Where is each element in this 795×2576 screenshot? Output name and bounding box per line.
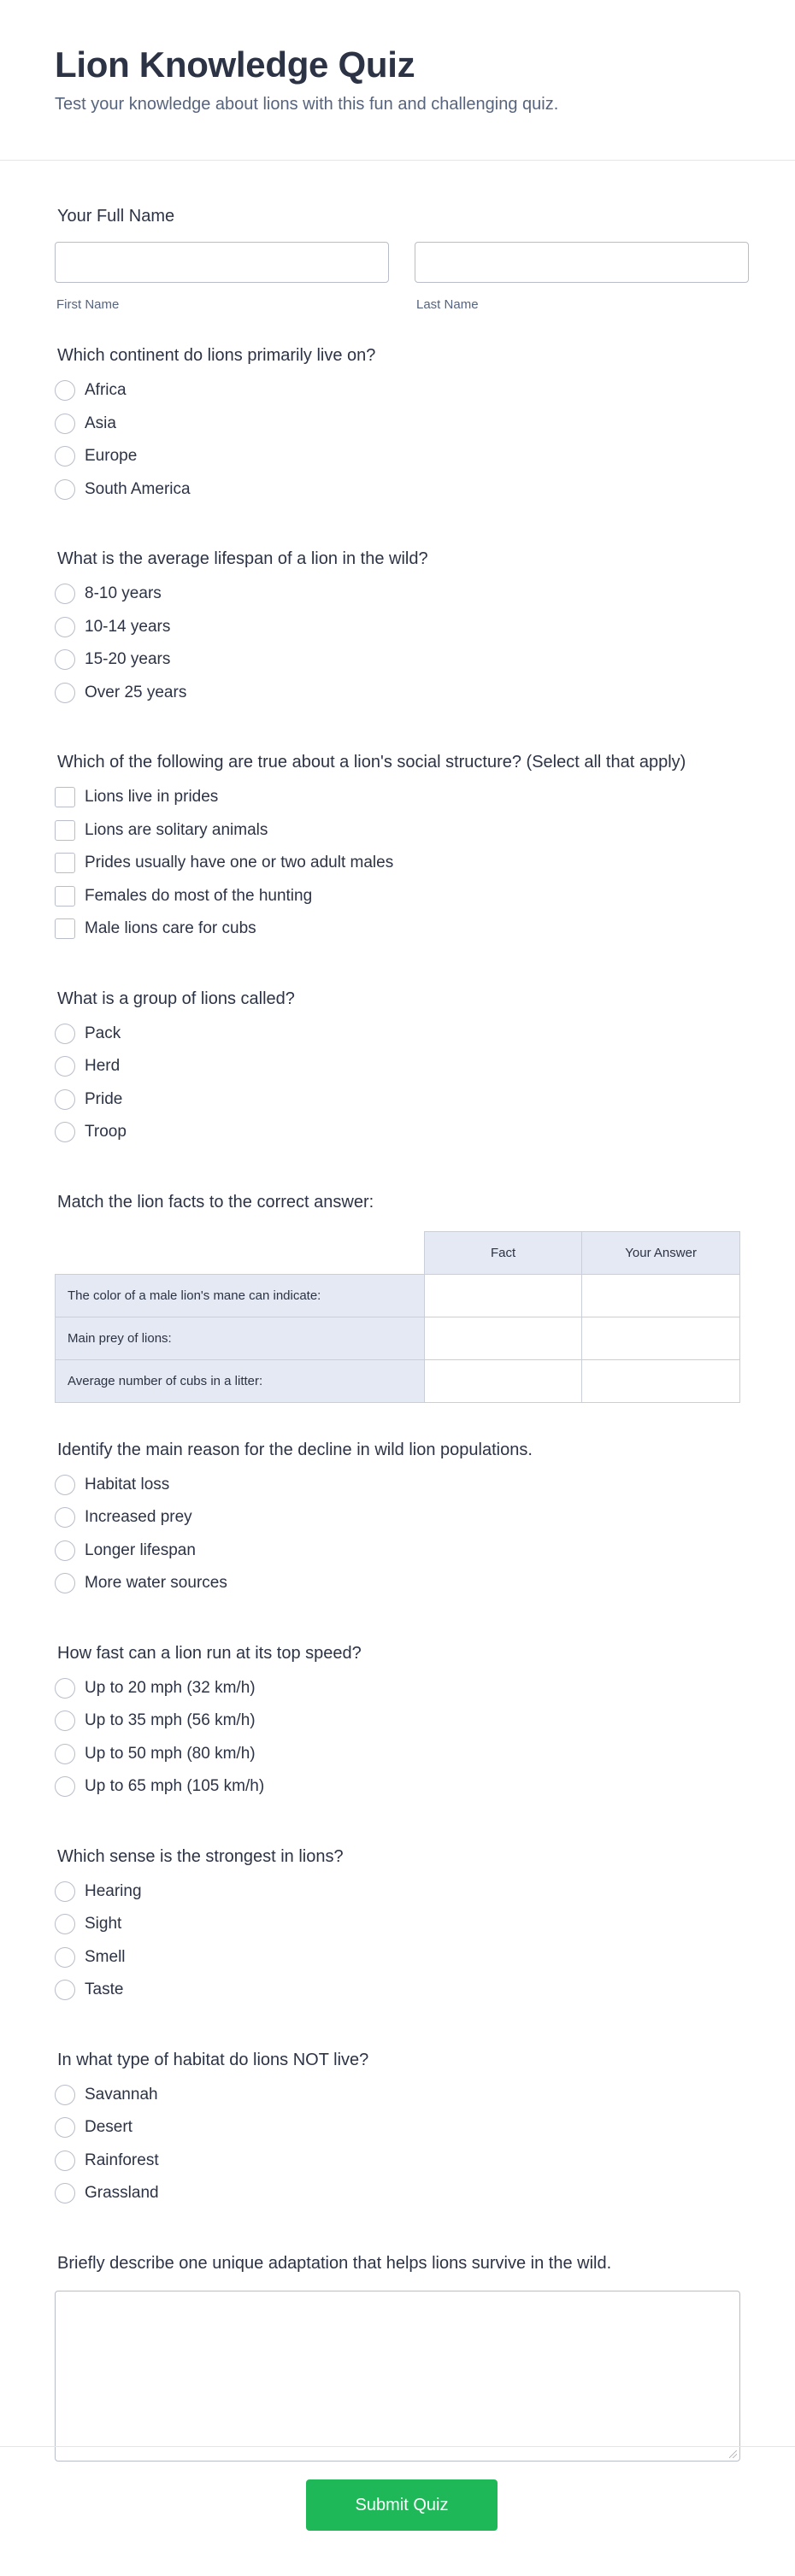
option-label: Lions live in prides	[85, 788, 219, 807]
radio-button[interactable]	[55, 1710, 75, 1731]
radio-option[interactable]	[55, 643, 740, 677]
row-header: The color of a male lion's mane can indicate:	[56, 1274, 425, 1317]
radio-option[interactable]	[55, 1501, 740, 1534]
submit-button[interactable]: Submit Quiz	[306, 2479, 498, 2531]
option-label: Over 25 years	[85, 683, 187, 701]
group-name-question	[55, 989, 740, 1149]
radio-option[interactable]	[55, 1974, 740, 2007]
habitat-question	[55, 2050, 740, 2210]
social-structure-question	[55, 752, 740, 946]
checkbox[interactable]	[55, 886, 75, 907]
answer-cell[interactable]	[582, 1317, 740, 1359]
answer-cell[interactable]	[582, 1359, 740, 1402]
row-header: Main prey of lions:	[56, 1317, 425, 1359]
last-name-sublabel: Last Name	[416, 297, 479, 312]
option-label: Taste	[85, 1980, 124, 1999]
checkbox-option[interactable]	[55, 781, 740, 814]
option-label: 10-14 years	[85, 617, 171, 636]
radio-option[interactable]	[55, 1875, 740, 1909]
radio-option[interactable]	[55, 473, 740, 507]
option-label: Habitat loss	[85, 1475, 170, 1493]
option-label: Up to 50 mph (80 km/h)	[85, 1744, 256, 1763]
adaptation-textarea[interactable]	[55, 2291, 740, 2462]
option-label: Up to 20 mph (32 km/h)	[85, 1678, 256, 1697]
checkbox[interactable]	[55, 787, 75, 807]
match-table	[55, 1231, 740, 1403]
radio-button[interactable]	[55, 1914, 75, 1934]
radio-button[interactable]	[55, 584, 75, 604]
match-facts-question	[55, 1192, 740, 1403]
form-footer-divider	[0, 2446, 795, 2447]
fact-cell[interactable]	[424, 1359, 581, 1402]
radio-option[interactable]	[55, 1941, 740, 1975]
last-name-input[interactable]	[415, 242, 749, 283]
option-label: Savannah	[85, 2085, 158, 2104]
option-label: Hearing	[85, 1881, 142, 1900]
row-header: Average number of cubs in a litter:	[56, 1359, 425, 1402]
question-label: What is the average lifespan of a lion in the wild?	[57, 549, 428, 568]
question-label: Which sense is the strongest in lions?	[57, 1846, 344, 1866]
radio-option[interactable]	[55, 677, 740, 710]
radio-button[interactable]	[55, 617, 75, 637]
table-row	[56, 1274, 740, 1317]
radio-option[interactable]	[55, 1018, 740, 1051]
checkbox-option[interactable]	[55, 880, 740, 913]
option-label: Females do most of the hunting	[85, 886, 313, 905]
radio-button[interactable]	[55, 380, 75, 401]
radio-option[interactable]	[55, 2177, 740, 2210]
radio-option[interactable]	[55, 1705, 740, 1738]
radio-button[interactable]	[55, 649, 75, 670]
speed-question	[55, 1643, 740, 1804]
option-label: More water sources	[85, 1574, 227, 1593]
column-header-fact: Fact	[424, 1231, 581, 1274]
checkbox[interactable]	[55, 820, 75, 841]
radio-button[interactable]	[55, 1678, 75, 1699]
radio-option[interactable]	[55, 408, 740, 441]
radio-button[interactable]	[55, 1980, 75, 2000]
radio-button[interactable]	[55, 1540, 75, 1561]
radio-option[interactable]	[55, 1672, 740, 1705]
radio-option[interactable]	[55, 1116, 740, 1149]
radio-option[interactable]	[55, 440, 740, 473]
radio-button[interactable]	[55, 1056, 75, 1077]
option-label: Herd	[85, 1057, 121, 1076]
option-label: Up to 65 mph (105 km/h)	[85, 1777, 265, 1796]
radio-option[interactable]	[55, 2079, 740, 2112]
radio-button[interactable]	[55, 1475, 75, 1495]
option-label: Desert	[85, 2118, 132, 2137]
table-row	[56, 1317, 740, 1359]
continent-question	[55, 345, 740, 506]
option-label: Pride	[85, 1089, 123, 1108]
checkbox[interactable]	[55, 853, 75, 873]
radio-option[interactable]	[55, 2145, 740, 2178]
question-label: Which continent do lions primarily live on?	[57, 346, 376, 365]
option-label: 15-20 years	[85, 650, 171, 669]
checkbox-option[interactable]	[55, 847, 740, 880]
radio-button[interactable]	[55, 1776, 75, 1797]
radio-button[interactable]	[55, 683, 75, 703]
question-label: What is a group of lions called?	[57, 989, 295, 1008]
radio-button[interactable]	[55, 1122, 75, 1142]
page-subtitle: Test your knowledge about lions with this fun and challenging quiz.	[55, 95, 559, 114]
radio-option[interactable]	[55, 1083, 740, 1117]
option-label: Up to 35 mph (56 km/h)	[85, 1711, 256, 1730]
column-header-answer: Your Answer	[582, 1231, 740, 1274]
radio-button[interactable]	[55, 1507, 75, 1528]
option-label: Sight	[85, 1915, 122, 1933]
option-label: Longer lifespan	[85, 1540, 196, 1559]
answer-cell[interactable]	[582, 1274, 740, 1317]
radio-option[interactable]	[55, 611, 740, 644]
option-label: Grassland	[85, 2184, 159, 2203]
full-name-question	[55, 206, 740, 312]
checkbox-option[interactable]	[55, 814, 740, 848]
question-label: Briefly describe one unique adaptation that helps lions survive in the wild.	[57, 2253, 612, 2273]
first-name-input[interactable]	[55, 242, 389, 283]
radio-button[interactable]	[55, 1881, 75, 1902]
radio-option[interactable]	[55, 1738, 740, 1771]
quiz-form	[0, 206, 795, 2462]
question-label: Match the lion facts to the correct answer:	[57, 1192, 374, 1212]
option-label: 8-10 years	[85, 584, 162, 603]
question-label: Identify the main reason for the decline in wild lion populations.	[57, 1440, 533, 1459]
radio-option[interactable]	[55, 1050, 740, 1083]
option-label: Increased prey	[85, 1508, 192, 1527]
option-label: Prides usually have one or two adult males	[85, 854, 394, 872]
radio-button[interactable]	[55, 414, 75, 434]
table-row	[56, 1359, 740, 1402]
radio-button[interactable]	[55, 1947, 75, 1968]
radio-button[interactable]	[55, 2151, 75, 2171]
form-header	[0, 0, 795, 161]
fact-cell[interactable]	[424, 1317, 581, 1359]
option-label: Male lions care for cubs	[85, 919, 256, 938]
checkbox-option[interactable]	[55, 912, 740, 946]
option-label: Africa	[85, 381, 127, 400]
option-label: Asia	[85, 414, 116, 432]
adaptation-question	[55, 2253, 740, 2462]
radio-button[interactable]	[55, 479, 75, 500]
radio-button[interactable]	[55, 1089, 75, 1110]
fact-cell[interactable]	[424, 1274, 581, 1317]
first-name-sublabel: First Name	[56, 297, 120, 312]
radio-option[interactable]	[55, 1469, 740, 1502]
radio-option[interactable]	[55, 578, 740, 611]
radio-option[interactable]	[55, 1908, 740, 1941]
resize-grip-icon[interactable]	[729, 2450, 737, 2458]
decline-question	[55, 1440, 740, 1600]
radio-option[interactable]	[55, 374, 740, 408]
sense-question	[55, 1846, 740, 2007]
radio-option[interactable]	[55, 1770, 740, 1804]
option-label: Europe	[85, 447, 138, 466]
radio-option[interactable]	[55, 1534, 740, 1568]
radio-option[interactable]	[55, 1567, 740, 1600]
radio-button[interactable]	[55, 446, 75, 466]
question-label: In what type of habitat do lions NOT live?	[57, 2050, 369, 2069]
question-label: How fast can a lion run at its top speed?	[57, 1643, 362, 1663]
option-label: South America	[85, 479, 191, 498]
option-label: Pack	[85, 1024, 121, 1042]
radio-button[interactable]	[55, 2183, 75, 2203]
option-label: Rainforest	[85, 2151, 159, 2169]
full-name-label: Your Full Name	[57, 207, 175, 226]
table-corner	[56, 1231, 425, 1274]
radio-button[interactable]	[55, 2117, 75, 2138]
lifespan-question	[55, 549, 740, 709]
radio-button[interactable]	[55, 2085, 75, 2105]
checkbox[interactable]	[55, 918, 75, 939]
page-title: Lion Knowledge Quiz	[55, 44, 415, 85]
radio-option[interactable]	[55, 2111, 740, 2145]
radio-button[interactable]	[55, 1573, 75, 1593]
radio-button[interactable]	[55, 1024, 75, 1044]
option-label: Troop	[85, 1123, 127, 1141]
question-label: Which of the following are true about a lion's social structure? (Select all that apply)	[57, 753, 686, 772]
option-label: Smell	[85, 1947, 126, 1966]
option-label: Lions are solitary animals	[85, 820, 268, 839]
radio-button[interactable]	[55, 1744, 75, 1764]
